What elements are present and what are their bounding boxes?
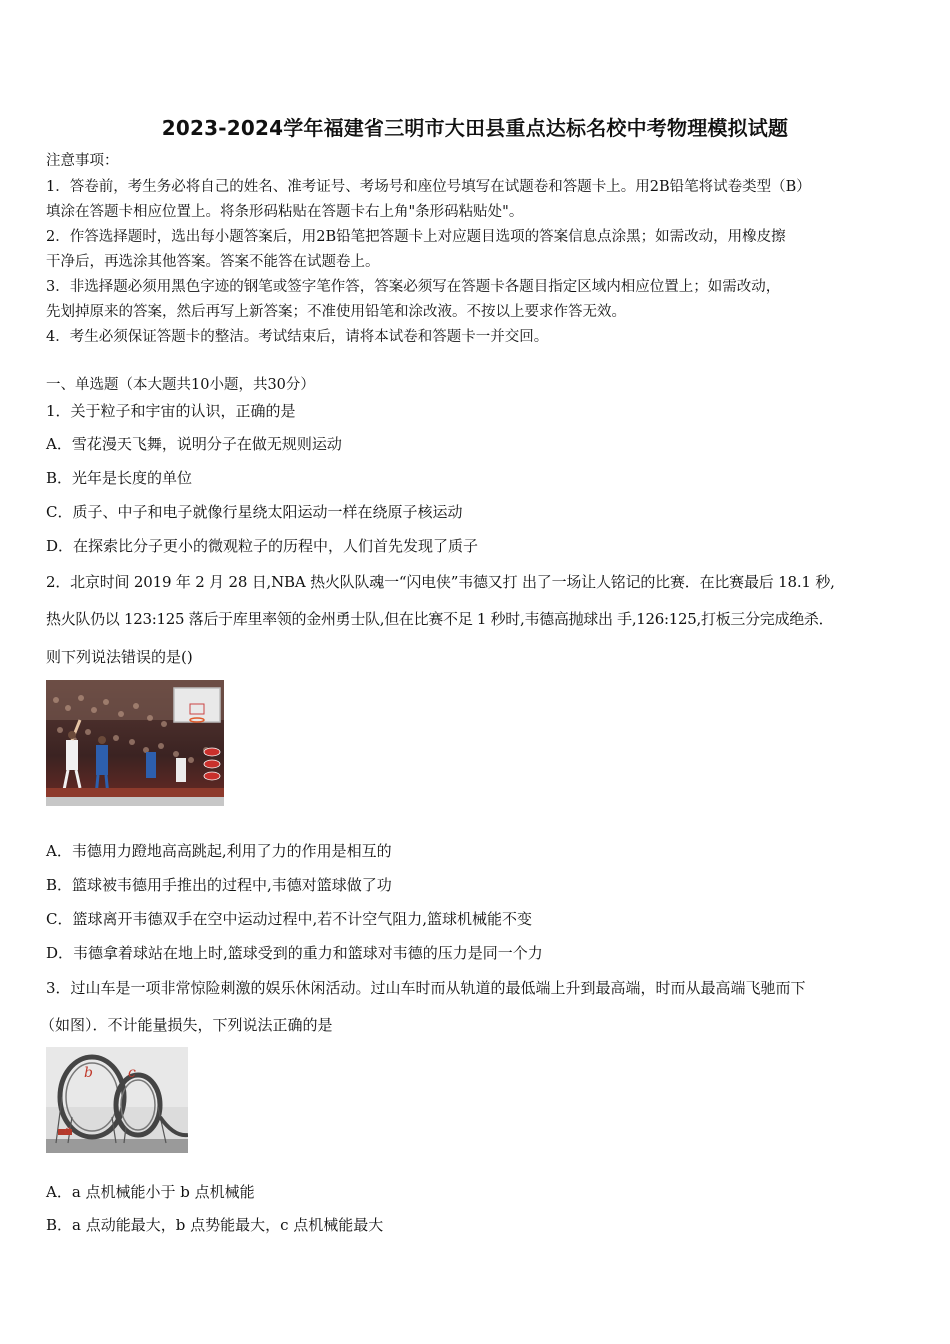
question-3-stem-line: 3．过山车是一项非常惊险刺激的娱乐休闲活动。过山车时而从轨道的最低端上升到最高端，时而从最高端飞驰而下 — [46, 979, 806, 997]
question-3-option-b: B．a 点动能最大，b 点势能最大，c 点机械能最大 — [46, 1216, 384, 1234]
question-2-stem-line: 则下列说法错误的是() — [46, 648, 193, 666]
figure-label-c: c — [128, 1065, 136, 1081]
question-2-stem-line: 热火队仍以 123:125 落后于库里率领的金州勇士队,但在比赛不足 1 秒时,韦德高抛球出 手,126:125,打板三分完成绝杀． — [46, 610, 834, 628]
notice-line: 1．答卷前，考生务必将自己的姓名、准考证号、考场号和座位号填写在试题卷和答题卡上。用2B铅笔将试卷类型（B） — [46, 179, 811, 195]
notice-line: 填涂在答题卡相应位置上。将条形码粘贴在答题卡右上角"条形码粘贴处"。 — [46, 204, 524, 220]
question-2-option-a: A．韦德用力蹬地高高跳起,利用了力的作用是相互的 — [46, 842, 392, 860]
question-3-stem-line: （如图）．不计能量损失，下列说法正确的是 — [40, 1016, 333, 1034]
question-1-option-b: B．光年是长度的单位 — [46, 469, 193, 487]
question-1-option-a: A．雪花漫天飞舞，说明分子在做无规则运动 — [46, 435, 342, 453]
question-2-option-c: C．篮球离开韦德双手在空中运动过程中,若不计空气阻力,篮球机械能不变 — [46, 910, 533, 928]
notice-line: 3．非选择题必须用黑色字迹的钢笔或签字笔作答，答案必须写在答题卡各题目指定区域内相应位置上；如需改动， — [46, 279, 781, 295]
notice-line: 先划掉原来的答案，然后再写上新答案；不准使用铅笔和涂改液。不按以上要求作答无效。 — [46, 304, 626, 320]
question-2-option-b: B．篮球被韦德用手推出的过程中,韦德对篮球做了功 — [46, 876, 392, 894]
question-1-option-c: C．质子、中子和电子就像行星绕太阳运动一样在绕原子核运动 — [46, 503, 463, 521]
question-1-option-d: D．在探索比分子更小的微观粒子的历程中，人们首先发现了质子 — [46, 537, 479, 555]
notice-line: 2．作答选择题时，选出每小题答案后，用2B铅笔把答题卡上对应题目选项的答案信息点涂黑；如需改动，用橡皮擦 — [46, 229, 786, 245]
basketball-photo — [46, 680, 224, 806]
figure-label-b: b — [84, 1065, 93, 1081]
notice-line: 干净后，再选涂其他答案。答案不能答在试题卷上。 — [46, 254, 380, 270]
notice-heading: 注意事项： — [46, 153, 119, 169]
question-1-stem: 1．关于粒子和宇宙的认识，正确的是 — [46, 402, 296, 420]
exam-title: 2023-2024学年福建省三明市大田县重点达标名校中考物理模拟试题 — [161, 116, 789, 140]
figure-label-a: a — [64, 1123, 72, 1137]
question-3-option-a: A．a 点机械能小于 b 点机械能 — [46, 1183, 255, 1201]
section-heading: 一、单选题（本大题共10小题，共30分） — [46, 377, 315, 393]
roller-coaster-figure — [46, 1047, 188, 1153]
question-2-stem-line: 2．北京时间 2019 年 2 月 28 日,NBA 热火队队魂一“闪电侠”韦德又打 出了一场让人铭记的比赛．在比赛最后 18.1 秒, — [46, 573, 835, 591]
notice-line: 4．考生必须保证答题卡的整洁。考试结束后，请将本试卷和答题卡一并交回。 — [46, 329, 549, 345]
question-2-option-d: D．韦德拿着球站在地上时,篮球受到的重力和篮球对韦德的压力是同一个力 — [46, 944, 543, 962]
